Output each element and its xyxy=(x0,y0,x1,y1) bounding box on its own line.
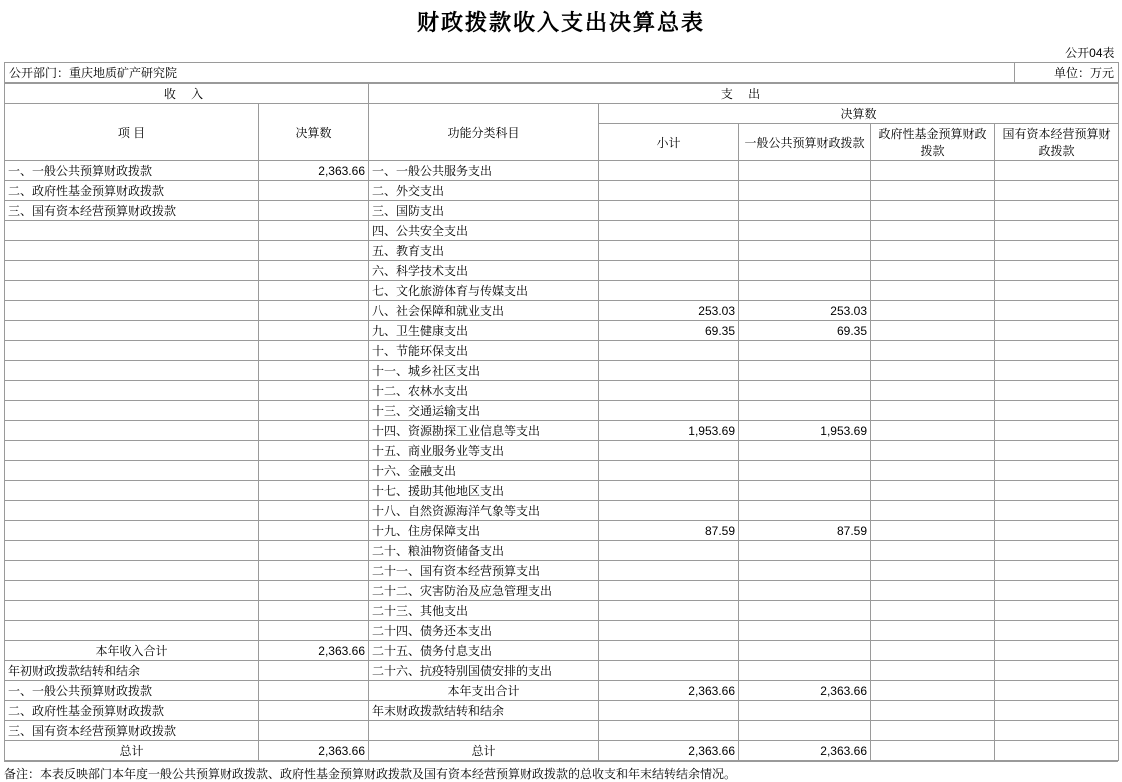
table-row xyxy=(5,721,1119,741)
expense-general-public xyxy=(739,721,871,741)
expense-state-capital xyxy=(995,341,1119,361)
income-item-value xyxy=(259,581,369,601)
table-row xyxy=(5,601,1119,621)
expense-gov-fund xyxy=(871,341,995,361)
expense-general-public xyxy=(739,601,871,621)
form-code: 公开04表 xyxy=(1065,46,1115,60)
expense-item-label: 十六、金融支出 xyxy=(369,461,599,481)
income-item-label xyxy=(5,281,259,301)
expense-gov-fund xyxy=(871,521,995,541)
expense-subtotal xyxy=(599,561,739,581)
income-item-label xyxy=(5,521,259,541)
income-item-label: 一、一般公共预算财政拨款 xyxy=(5,681,259,701)
expense-state-capital xyxy=(995,201,1119,221)
table-row xyxy=(5,261,1119,281)
income-item-label xyxy=(5,601,259,621)
income-item-label: 三、国有资本经营预算财政拨款 xyxy=(5,721,259,741)
expense-state-capital xyxy=(995,441,1119,461)
expense-state-capital xyxy=(995,701,1119,721)
expense-item-label: 十四、资源勘探工业信息等支出 xyxy=(369,421,599,441)
expense-state-capital xyxy=(995,621,1119,641)
expense-state-capital xyxy=(995,481,1119,501)
income-item-value xyxy=(259,181,369,201)
expense-gov-fund xyxy=(871,741,995,761)
table-row xyxy=(5,461,1119,481)
expense-state-capital xyxy=(995,261,1119,281)
expense-general-public xyxy=(739,281,871,301)
income-item-label xyxy=(5,381,259,401)
table-row xyxy=(5,701,1119,721)
expense-subtotal xyxy=(599,261,739,281)
expense-gov-fund xyxy=(871,361,995,381)
income-item-label xyxy=(5,621,259,641)
expense-state-capital xyxy=(995,681,1119,701)
table-row xyxy=(5,441,1119,461)
expense-subtotal xyxy=(599,661,739,681)
income-item-label xyxy=(5,501,259,521)
expense-general-public xyxy=(739,181,871,201)
table-row xyxy=(5,501,1119,521)
expense-gov-fund xyxy=(871,661,995,681)
expense-item-label: 二十一、国有资本经营预算支出 xyxy=(369,561,599,581)
expense-subtotal xyxy=(599,181,739,201)
income-item-value xyxy=(259,541,369,561)
expense-gov-fund xyxy=(871,221,995,241)
expense-state-capital xyxy=(995,301,1119,321)
income-item-label xyxy=(5,461,259,481)
expense-gov-fund xyxy=(871,421,995,441)
expense-subtotal: 69.35 xyxy=(599,321,739,341)
expense-gov-fund xyxy=(871,201,995,221)
expense-general-public xyxy=(739,701,871,721)
expense-general-public xyxy=(739,361,871,381)
expense-item-label: 三、国防支出 xyxy=(369,201,599,221)
income-item-label xyxy=(5,561,259,581)
table-row xyxy=(5,321,1119,341)
expense-state-capital xyxy=(995,641,1119,661)
expense-gov-fund xyxy=(871,721,995,741)
table-row xyxy=(5,481,1119,501)
income-item-label xyxy=(5,341,259,361)
document-meta-table xyxy=(4,43,1119,83)
expense-general-public xyxy=(739,241,871,261)
income-item-value xyxy=(259,621,369,641)
expense-state-capital xyxy=(995,221,1119,241)
expense-general-public xyxy=(739,541,871,561)
header-state-capital: 国有资本经营预算财政拨款 xyxy=(995,124,1119,161)
header-general-public: 一般公共预算财政拨款 xyxy=(739,124,871,161)
expense-item-label: 四、公共安全支出 xyxy=(369,221,599,241)
income-item-label: 三、国有资本经营预算财政拨款 xyxy=(5,201,259,221)
expense-state-capital xyxy=(995,741,1119,761)
income-item-value xyxy=(259,481,369,501)
expense-subtotal xyxy=(599,481,739,501)
income-item-label xyxy=(5,581,259,601)
income-item-value xyxy=(259,301,369,321)
expense-item-label: 十二、农林水支出 xyxy=(369,381,599,401)
expense-subtotal xyxy=(599,361,739,381)
unit-label: 单位：万元 xyxy=(1015,63,1119,83)
income-item-label xyxy=(5,261,259,281)
expense-subtotal xyxy=(599,381,739,401)
income-item-label xyxy=(5,541,259,561)
income-item-value xyxy=(259,261,369,281)
expense-item-label: 本年支出合计 xyxy=(369,681,599,701)
expense-group-header: 支 出 xyxy=(369,84,1119,104)
expense-item-label: 十八、自然资源海洋气象等支出 xyxy=(369,501,599,521)
expense-state-capital xyxy=(995,521,1119,541)
department-name: 重庆地质矿产研究院 xyxy=(69,66,178,80)
income-item-value xyxy=(259,341,369,361)
expense-gov-fund xyxy=(871,161,995,181)
table-row xyxy=(5,661,1119,681)
expense-general-public xyxy=(739,401,871,421)
expense-state-capital xyxy=(995,541,1119,561)
income-item-label xyxy=(5,321,259,341)
expense-state-capital xyxy=(995,401,1119,421)
expense-item-label xyxy=(369,721,599,741)
table-row xyxy=(5,421,1119,441)
expense-item-label: 五、教育支出 xyxy=(369,241,599,261)
income-item-label: 一、一般公共预算财政拨款 xyxy=(5,161,259,181)
expense-gov-fund xyxy=(871,601,995,621)
header-item: 项 目 xyxy=(5,104,259,161)
income-item-value xyxy=(259,701,369,721)
expense-state-capital xyxy=(995,461,1119,481)
expense-gov-fund xyxy=(871,241,995,261)
table-row xyxy=(5,561,1119,581)
expense-subtotal: 2,363.66 xyxy=(599,681,739,701)
expense-gov-fund xyxy=(871,481,995,501)
header-subtotal: 小计 xyxy=(599,124,739,161)
expense-state-capital xyxy=(995,241,1119,261)
income-item-value xyxy=(259,361,369,381)
income-item-value: 2,363.66 xyxy=(259,641,369,661)
income-item-value xyxy=(259,221,369,241)
income-item-value xyxy=(259,501,369,521)
income-item-value xyxy=(259,201,369,221)
expense-item-label: 二十二、灾害防治及应急管理支出 xyxy=(369,581,599,601)
expense-subtotal xyxy=(599,461,739,481)
expense-subtotal xyxy=(599,501,739,521)
income-item-value xyxy=(259,721,369,741)
expense-subtotal xyxy=(599,641,739,661)
expense-general-public: 87.59 xyxy=(739,521,871,541)
table-row xyxy=(5,361,1119,381)
expense-subtotal xyxy=(599,341,739,361)
expense-general-public xyxy=(739,461,871,481)
table-row xyxy=(5,641,1119,661)
expense-item-label: 十七、援助其他地区支出 xyxy=(369,481,599,501)
table-row xyxy=(5,401,1119,421)
income-item-value: 2,363.66 xyxy=(259,741,369,761)
expense-state-capital xyxy=(995,181,1119,201)
expense-general-public xyxy=(739,221,871,241)
expense-state-capital xyxy=(995,561,1119,581)
income-group-header: 收 入 xyxy=(5,84,369,104)
table-row xyxy=(5,521,1119,541)
expense-gov-fund xyxy=(871,641,995,661)
expense-state-capital xyxy=(995,361,1119,381)
expense-gov-fund xyxy=(871,261,995,281)
expense-item-label: 八、社会保障和就业支出 xyxy=(369,301,599,321)
table-row xyxy=(5,301,1119,321)
department-label: 公开部门： xyxy=(9,66,70,80)
meta-spacer-1 xyxy=(5,43,1015,63)
table-row xyxy=(5,201,1119,221)
expense-subtotal xyxy=(599,541,739,561)
expense-item-label: 十、节能环保支出 xyxy=(369,341,599,361)
expense-item-label: 九、卫生健康支出 xyxy=(369,321,599,341)
header-final-amount: 决算数 xyxy=(259,104,369,161)
income-item-value xyxy=(259,421,369,441)
expense-subtotal xyxy=(599,241,739,261)
expense-subtotal xyxy=(599,161,739,181)
expense-state-capital xyxy=(995,601,1119,621)
expense-general-public xyxy=(739,161,871,181)
expense-item-label: 十五、商业服务业等支出 xyxy=(369,441,599,461)
table-row xyxy=(5,281,1119,301)
expense-state-capital xyxy=(995,501,1119,521)
income-item-label xyxy=(5,481,259,501)
expense-subtotal: 2,363.66 xyxy=(599,741,739,761)
expense-subtotal: 87.59 xyxy=(599,521,739,541)
table-row xyxy=(5,341,1119,361)
table-row xyxy=(5,181,1119,201)
income-item-value xyxy=(259,661,369,681)
expense-gov-fund xyxy=(871,321,995,341)
expense-item-label: 二十三、其他支出 xyxy=(369,601,599,621)
income-item-label xyxy=(5,421,259,441)
income-item-label: 总计 xyxy=(5,741,259,761)
table-row xyxy=(5,381,1119,401)
expense-subtotal xyxy=(599,701,739,721)
header-row-groups xyxy=(5,84,1119,104)
expense-gov-fund xyxy=(871,701,995,721)
expense-item-label: 十九、住房保障支出 xyxy=(369,521,599,541)
expense-gov-fund xyxy=(871,381,995,401)
expense-gov-fund xyxy=(871,401,995,421)
income-item-label: 二、政府性基金预算财政拨款 xyxy=(5,701,259,721)
table-row xyxy=(5,741,1119,761)
expense-gov-fund xyxy=(871,561,995,581)
expense-general-public xyxy=(739,341,871,361)
expense-state-capital xyxy=(995,661,1119,681)
expense-item-label: 二十、粮油物资储备支出 xyxy=(369,541,599,561)
expense-state-capital xyxy=(995,581,1119,601)
income-item-label xyxy=(5,361,259,381)
header-gov-fund: 政府性基金预算财政拨款 xyxy=(871,124,995,161)
expense-general-public xyxy=(739,581,871,601)
income-item-value xyxy=(259,461,369,481)
expense-subtotal xyxy=(599,441,739,461)
table-row xyxy=(5,241,1119,261)
expense-gov-fund xyxy=(871,681,995,701)
expense-general-public xyxy=(739,441,871,461)
expense-subtotal xyxy=(599,221,739,241)
expense-item-label: 总计 xyxy=(369,741,599,761)
income-item-value xyxy=(259,441,369,461)
expense-gov-fund xyxy=(871,501,995,521)
department-line xyxy=(5,63,1015,83)
expense-general-public xyxy=(739,381,871,401)
page-title: 财政拨款收入支出决算总表 xyxy=(416,10,705,35)
expense-item-label: 年末财政拨款结转和结余 xyxy=(369,701,599,721)
expense-item-label: 二十六、抗疫特别国债安排的支出 xyxy=(369,661,599,681)
expense-subtotal xyxy=(599,601,739,621)
expense-state-capital xyxy=(995,161,1119,181)
expense-item-label: 十一、城乡社区支出 xyxy=(369,361,599,381)
income-item-value xyxy=(259,561,369,581)
expense-state-capital xyxy=(995,281,1119,301)
income-item-value: 2,363.66 xyxy=(259,161,369,181)
table-row xyxy=(5,621,1119,641)
expense-general-public xyxy=(739,661,871,681)
expense-item-label: 二十四、债务还本支出 xyxy=(369,621,599,641)
expense-state-capital xyxy=(995,321,1119,341)
expense-gov-fund xyxy=(871,441,995,461)
expense-general-public xyxy=(739,561,871,581)
income-item-value xyxy=(259,521,369,541)
expense-state-capital xyxy=(995,421,1119,441)
expense-general-public: 253.03 xyxy=(739,301,871,321)
expense-gov-fund xyxy=(871,541,995,561)
expense-subtotal xyxy=(599,401,739,421)
expense-general-public xyxy=(739,641,871,661)
expense-item-label: 二、外交支出 xyxy=(369,181,599,201)
expense-subtotal xyxy=(599,281,739,301)
expense-item-label: 一、一般公共服务支出 xyxy=(369,161,599,181)
expense-general-public xyxy=(739,201,871,221)
expense-subtotal xyxy=(599,581,739,601)
income-item-label xyxy=(5,241,259,261)
expense-item-label: 十三、交通运输支出 xyxy=(369,401,599,421)
income-item-value xyxy=(259,601,369,621)
expense-item-label: 七、文化旅游体育与传媒支出 xyxy=(369,281,599,301)
income-item-value xyxy=(259,281,369,301)
income-item-label: 年初财政拨款结转和结余 xyxy=(5,661,259,681)
expense-gov-fund xyxy=(871,461,995,481)
income-item-label: 二、政府性基金预算财政拨款 xyxy=(5,181,259,201)
income-item-value xyxy=(259,241,369,261)
expense-general-public xyxy=(739,501,871,521)
expense-general-public: 2,363.66 xyxy=(739,681,871,701)
expense-subtotal: 1,953.69 xyxy=(599,421,739,441)
income-item-label: 本年收入合计 xyxy=(5,641,259,661)
income-item-label xyxy=(5,401,259,421)
header-function-category: 功能分类科目 xyxy=(369,104,599,161)
expense-subtotal xyxy=(599,201,739,221)
expense-gov-fund xyxy=(871,621,995,641)
expense-gov-fund xyxy=(871,181,995,201)
income-item-value xyxy=(259,401,369,421)
income-item-label xyxy=(5,441,259,461)
expense-general-public xyxy=(739,261,871,281)
income-item-value xyxy=(259,321,369,341)
table-note: 备注：本表反映部门本年度一般公共预算财政拨款、政府性基金预算财政拨款及国有资本经营预算财政拨款的总收支和年末结转结余情况。 xyxy=(4,761,1118,782)
expense-general-public: 1,953.69 xyxy=(739,421,871,441)
expense-item-label: 六、科学技术支出 xyxy=(369,261,599,281)
expense-gov-fund xyxy=(871,581,995,601)
income-item-value xyxy=(259,381,369,401)
header-row-subgroups xyxy=(5,104,1119,124)
table-row xyxy=(5,541,1119,561)
expense-gov-fund xyxy=(871,301,995,321)
expense-subtotal xyxy=(599,621,739,641)
expense-state-capital xyxy=(995,721,1119,741)
expense-general-public: 2,363.66 xyxy=(739,741,871,761)
expense-general-public xyxy=(739,621,871,641)
table-row xyxy=(5,681,1119,701)
table-body xyxy=(5,161,1119,761)
income-item-value xyxy=(259,681,369,701)
expense-state-capital xyxy=(995,381,1119,401)
expense-subtotal: 253.03 xyxy=(599,301,739,321)
expense-item-label: 二十五、债务付息支出 xyxy=(369,641,599,661)
expense-general-public: 69.35 xyxy=(739,321,871,341)
expense-gov-fund xyxy=(871,281,995,301)
table-row xyxy=(5,581,1119,601)
income-item-label xyxy=(5,221,259,241)
table-row xyxy=(5,221,1119,241)
expense-general-public xyxy=(739,481,871,501)
table-row xyxy=(5,161,1119,181)
income-item-label xyxy=(5,301,259,321)
header-final-amount-group: 决算数 xyxy=(599,104,1119,124)
fiscal-allocation-table xyxy=(4,83,1119,761)
expense-subtotal xyxy=(599,721,739,741)
